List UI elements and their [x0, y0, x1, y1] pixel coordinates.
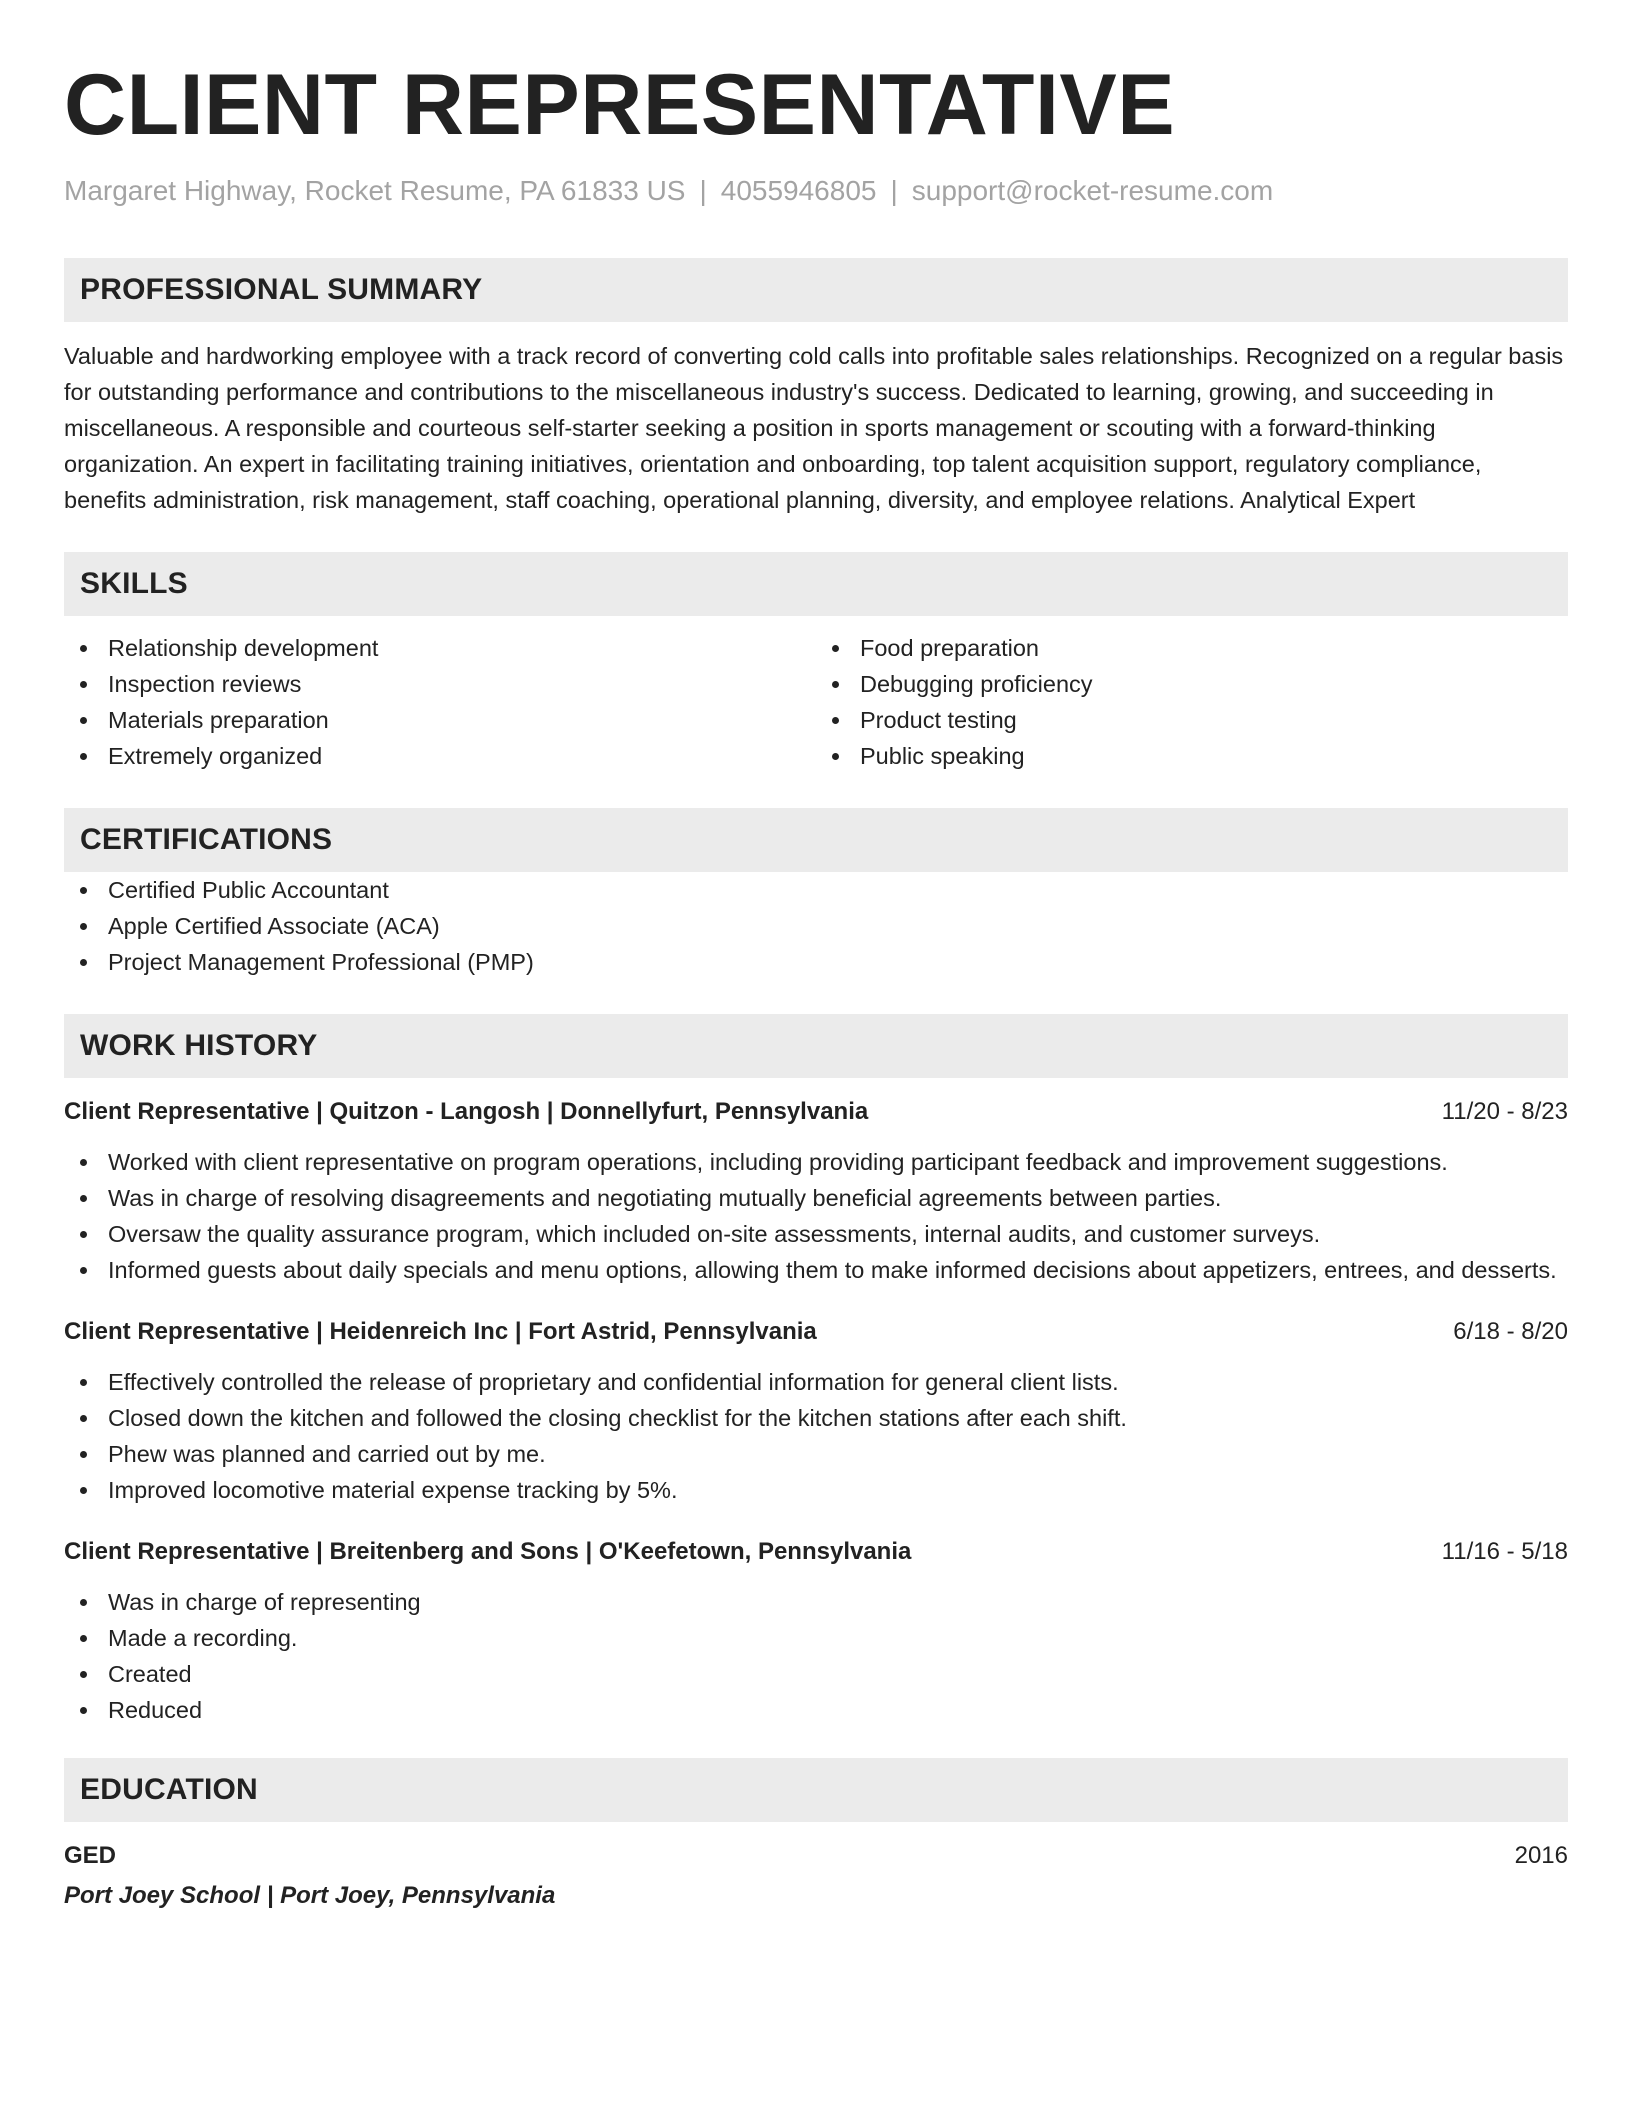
certification-item: Apple Certified Associate (ACA): [64, 908, 1568, 944]
job-bullet: Improved locomotive material expense tracking by 5%.: [64, 1472, 1568, 1508]
certifications-list: [64, 872, 1568, 980]
job-header: [64, 1536, 1568, 1568]
section-heading-education: EDUCATION: [64, 1758, 1568, 1822]
job-bullet: Informed guests about daily specials and menu options, allowing them to make informed decisions about appetizers, entrees, and desserts.: [64, 1252, 1568, 1288]
skill-item: Extremely organized: [64, 738, 816, 774]
skills-column-right: [816, 630, 1568, 774]
education-year: 2016: [1514, 1841, 1568, 1869]
job-title: Client Representative | Quitzon - Langosh | Donnellyfurt, Pennsylvania: [64, 1097, 869, 1125]
skill-item: Relationship development: [64, 630, 816, 666]
job-dates: 6/18 - 8/20: [1453, 1317, 1568, 1345]
certification-item: Project Management Professional (PMP): [64, 944, 1568, 980]
skill-item: Product testing: [816, 702, 1568, 738]
skills-list: [64, 630, 816, 774]
job-bullet: Closed down the kitchen and followed the closing checklist for the kitchen stations after each shift.: [64, 1400, 1568, 1436]
contact-email: support@rocket-resume.com: [911, 175, 1274, 206]
job-bullets: [64, 1364, 1568, 1508]
job-bullet: Worked with client representative on program operations, including providing participant feedback and improvement suggestions.: [64, 1144, 1568, 1180]
contact-separator: |: [699, 175, 707, 206]
job-title: Client Representative | Heidenreich Inc | Fort Astrid, Pennsylvania: [64, 1317, 817, 1345]
skills-list: [816, 630, 1568, 774]
job-bullet: Was in charge of representing: [64, 1584, 1568, 1620]
job-title: Client Representative | Breitenberg and Sons | O'Keefetown, Pennsylvania: [64, 1537, 912, 1565]
contact-phone: 4055946805: [720, 175, 877, 206]
certification-item: Certified Public Accountant: [64, 872, 1568, 908]
education-entry: [64, 1840, 1568, 1912]
section-heading-work-history: WORK HISTORY: [64, 1014, 1568, 1078]
job-entry: [64, 1096, 1568, 1288]
job-bullet: Reduced: [64, 1692, 1568, 1728]
education-header: [64, 1840, 1568, 1872]
job-bullet: Oversaw the quality assurance program, which included on-site assessments, internal audits, and customer surveys.: [64, 1216, 1568, 1252]
job-header: [64, 1096, 1568, 1128]
skill-item: Food preparation: [816, 630, 1568, 666]
skills-grid: [64, 630, 1568, 774]
section-heading-skills: SKILLS: [64, 552, 1568, 616]
skill-item: Materials preparation: [64, 702, 816, 738]
job-bullet: Was in charge of resolving disagreements and negotiating mutually beneficial agreements between parties.: [64, 1180, 1568, 1216]
skill-item: Inspection reviews: [64, 666, 816, 702]
section-heading-certifications: CERTIFICATIONS: [64, 808, 1568, 872]
contact-line: [64, 174, 1568, 208]
summary-text: Valuable and hardworking employee with a track record of converting cold calls into profitable sales relationships. Recognized on a regular basis for outstanding performance and contributions to the miscellaneous industry's success. Dedicated to learning, growing, and succeeding in miscellaneous. A responsible and courteous self-starter seeking a position in sports management or scouting with a forward-thinking organization. An expert in facilitating training initiatives, orientation and onboarding, top talent acquisition support, regulatory compliance, benefits administration, risk management, staff coaching, operational planning, diversity, and employee relations. Analytical Expert: [64, 342, 1564, 513]
job-dates: 11/16 - 5/18: [1441, 1537, 1568, 1565]
skill-item: Public speaking: [816, 738, 1568, 774]
job-bullet: Effectively controlled the release of proprietary and confidential information for general client lists.: [64, 1364, 1568, 1400]
job-entry: [64, 1316, 1568, 1508]
contact-separator: |: [890, 175, 898, 206]
skills-column-left: [64, 630, 816, 774]
candidate-title: CLIENT REPRESENTATIVE: [64, 57, 1176, 153]
job-bullet: Made a recording.: [64, 1620, 1568, 1656]
job-bullets: [64, 1584, 1568, 1728]
job-dates: 11/20 - 8/23: [1441, 1097, 1568, 1125]
education-school: Port Joey School | Port Joey, Pennsylvania: [64, 1881, 556, 1909]
job-bullets: [64, 1144, 1568, 1288]
job-header: [64, 1316, 1568, 1348]
section-heading-summary: PROFESSIONAL SUMMARY: [64, 258, 1568, 322]
job-bullet: Phew was planned and carried out by me.: [64, 1436, 1568, 1472]
education-degree: GED: [64, 1841, 117, 1869]
skill-item: Debugging proficiency: [816, 666, 1568, 702]
contact-address: Margaret Highway, Rocket Resume, PA 61833 US: [64, 175, 686, 206]
job-bullet: Created: [64, 1656, 1568, 1692]
job-entry: [64, 1536, 1568, 1728]
